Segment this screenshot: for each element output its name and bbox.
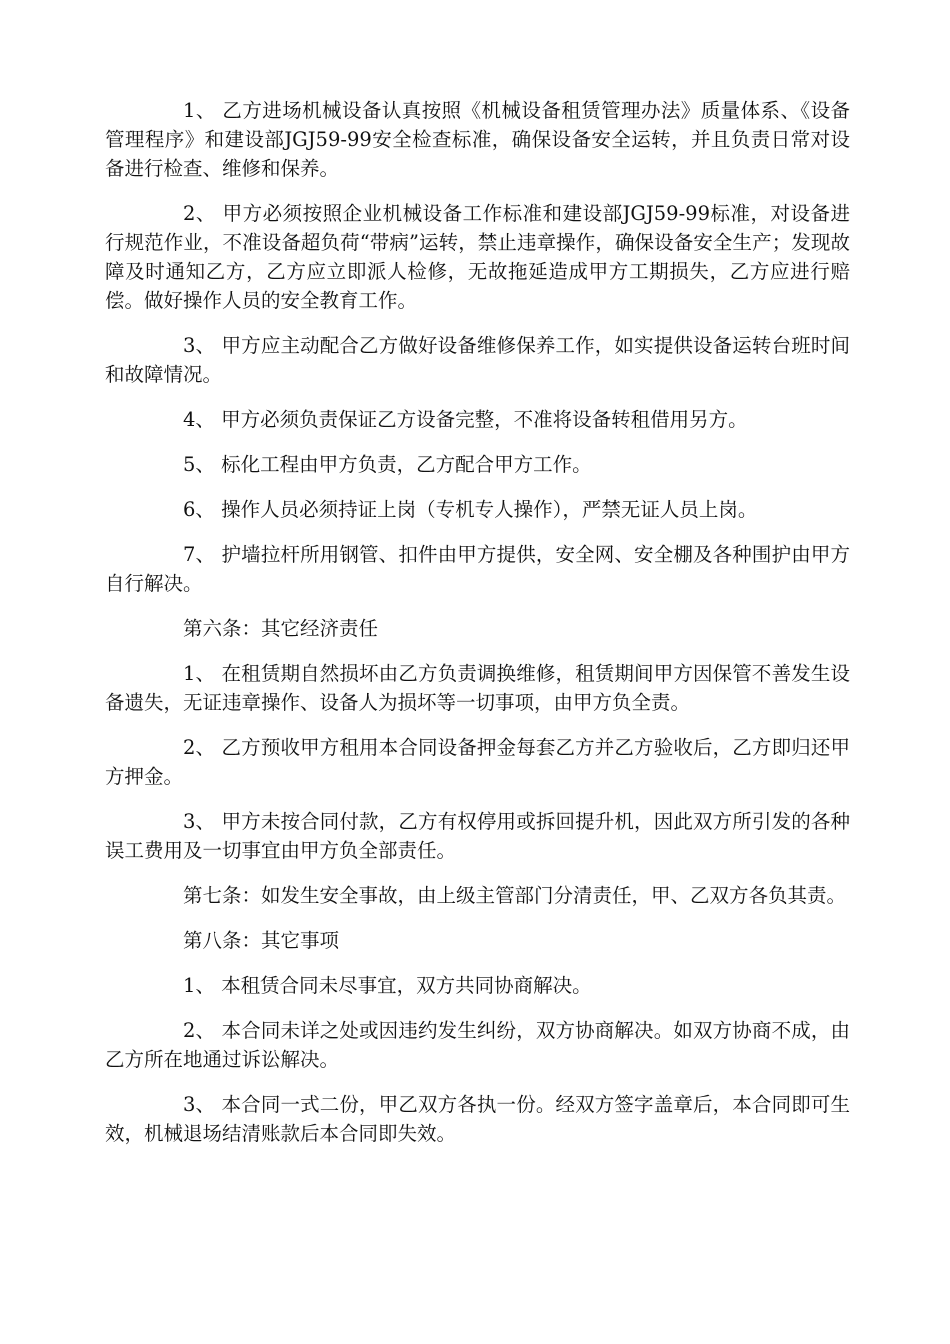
clause-8-heading: 第八条：其它事项	[183, 929, 340, 952]
clause-5-item-5: 5、 标化工程由甲方负责，乙方配合甲方工作。	[183, 453, 592, 476]
clause-5-item-1: 1、 乙方进场机械设备认真按照《机械设备租赁管理办法》质量体系、《设备管理程序》和建设部JGJ59-99安全检查标准，确保设备安全运转，并且负责日常对设备进行检查、维修和保养。	[105, 99, 850, 180]
document-page	[105, 96, 850, 1164]
clause-5-item-4: 4、 甲方必须负责保证乙方设备完整，不准将设备转租借用另方。	[183, 408, 748, 431]
clause-5-item-7: 7、 护墙拉杆所用钢管、扣件由甲方提供，安全网、安全棚及各种围护由甲方自行解决。	[105, 543, 850, 595]
clause-8-item-3: 3、 本合同一式二份，甲乙双方各执一份。经双方签字盖章后，本合同即可生效，机械退场结清账款后本合同即失效。	[105, 1093, 850, 1145]
clause-5-item-6: 6、 操作人员必须持证上岗（专机专人操作），严禁无证人员上岗。	[183, 498, 758, 521]
clause-6-heading: 第六条：其它经济责任	[183, 617, 379, 640]
clause-8-item-2: 2、 本合同未详之处或因违约发生纠纷，双方协商解决。如双方协商不成，由乙方所在地通过诉讼解决。	[105, 1019, 850, 1071]
clause-6-item-2: 2、 乙方预收甲方租用本合同设备押金每套乙方并乙方验收后，乙方即归还甲方押金。	[105, 736, 850, 788]
clause-5-item-2: 2、 甲方必须按照企业机械设备工作标准和建设部JGJ59-99标准，对设备进行规范作业，不准设备超负荷“带病”运转，禁止违章操作，确保设备安全生产；发现故障及时通知乙方，乙方应立即派人检修，无故拖延造成甲方工期损失，乙方应进行赔偿。做好操作人员的安全教育工作。	[105, 202, 850, 312]
clause-6-item-1: 1、 在租赁期自然损坏由乙方负责调换维修，租赁期间甲方因保管不善发生设备遗失，无证违章操作、设备人为损坏等一切事项，由甲方负全责。	[105, 662, 850, 714]
clause-8-item-1: 1、 本租赁合同未尽事宜，双方共同协商解决。	[183, 974, 592, 997]
clause-5-item-3: 3、 甲方应主动配合乙方做好设备维修保养工作，如实提供设备运转台班时间和故障情况。	[105, 334, 850, 386]
clause-7-heading: 第七条：如发生安全事故，由上级主管部门分清责任，甲、乙双方各负其责。	[183, 884, 847, 907]
clause-6-item-3: 3、 甲方未按合同付款，乙方有权停用或拆回提升机，因此双方所引发的各种误工费用及一切事宜由甲方负全部责任。	[105, 810, 850, 862]
